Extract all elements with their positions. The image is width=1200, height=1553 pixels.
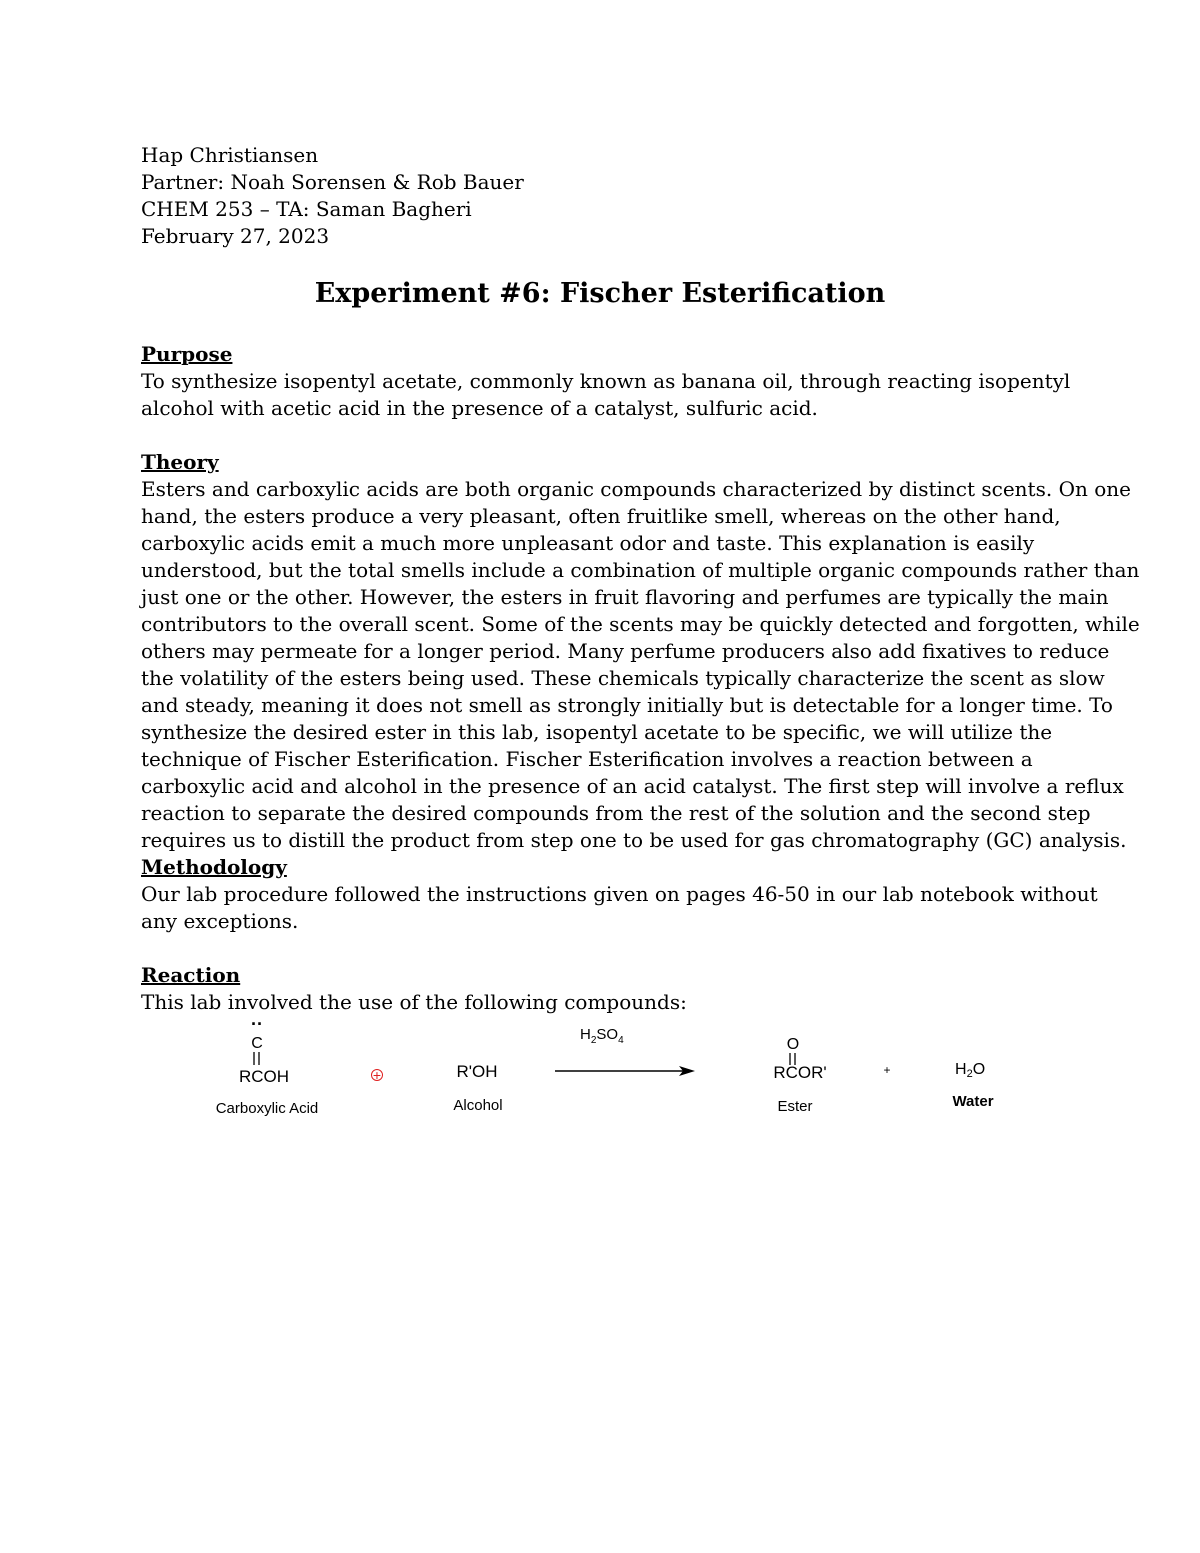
date-line: February 27, 2023 [141,224,330,248]
theory-line: the volatility of the esters being used. These chemicals typically characterize the scent as slow [141,666,1105,690]
plus-sign-1: + [372,1067,382,1083]
methodology-section [141,854,1098,935]
theory-line: synthesize the desired ester in this lab, isopentyl acetate to be specific, we will utilize the [141,720,1053,744]
methodology-line: Our lab procedure followed the instructions given on pages 46-50 in our lab notebook without [141,882,1098,906]
purpose-heading: Purpose [141,342,233,366]
theory-line: carboxylic acid and alcohol in the presence of an acid catalyst. The first step will involve a reflux [141,774,1124,798]
water-o: O [972,1061,986,1078]
document-title: Experiment #6: Fischer Esterification [314,278,886,309]
water-label: Water [952,1093,994,1110]
purpose-section [141,341,1071,422]
theory-section [141,449,1140,854]
reaction-section [141,962,1071,1016]
theory-line: reaction to separate the desired compounds from the rest of the solution and the second step [141,801,1091,825]
theory-line: Esters and carboxylic acids are both organic compounds characterized by distinct scents. On one [141,477,1131,501]
water-h: H [955,1061,967,1078]
catalyst-subscript-2: 2 [590,1035,597,1046]
reaction-diagram [150,1014,1050,1122]
acid-formula: RCOH [238,1067,290,1086]
header-block [141,142,524,250]
theory-line: understood, but the total smells include a combination of multiple organic compounds rather than [141,558,1140,582]
acid-label: Carboxylic Acid [215,1100,319,1117]
purpose-line: alcohol with acetic acid in the presence of a catalyst, sulfuric acid. [141,396,818,420]
acid-carbon-atom: C [251,1035,263,1052]
theory-line: contributors to the overall scent. Some of the scents may be quickly detected and forgotten, while [141,612,1140,636]
plus-sign-2: + [883,1063,891,1077]
water-formula [955,1061,985,1080]
ester-oxygen-atom: O [786,1036,800,1053]
catalyst-subscript-4: 4 [618,1035,624,1046]
ester-label: Ester [777,1098,813,1115]
catalyst-h: H [580,1026,591,1043]
theory-heading: Theory [141,450,219,474]
reaction-heading: Reaction [141,963,241,987]
reaction-scheme [150,1014,1050,1122]
author-name: Hap Christiansen [141,143,319,167]
catalyst-so: SO [596,1026,619,1043]
alcohol-formula: R'OH [456,1062,498,1081]
theory-line: others may permeate for a longer period. Many perfume producers also add fixatives to reduce [141,639,1110,663]
theory-line: just one or the other. However, the esters in fruit flavoring and perfumes are typically the main [141,585,1109,609]
theory-line: requires us to distill the product from step one to be used for gas chromatography (GC) analysis. [141,828,1127,852]
theory-line: hand, the esters produce a very pleasant, often fruitlike smell, whereas on the other hand, [141,504,1061,528]
theory-line: and steady, meaning it does not smell as strongly initially but is detectable for a longer time. To [141,693,1113,717]
reaction-intro: This lab involved the use of the following compounds: [141,990,687,1014]
purpose-line: To synthesize isopentyl acetate, commonly known as banana oil, through reacting isopentyl [141,369,1071,393]
water-subscript-2: 2 [966,1068,973,1080]
theory-line: technique of Fischer Esterification. Fischer Esterification involves a reaction between a [141,747,1033,771]
theory-line: carboxylic acids emit a much more unpleasant odor and taste. This explanation is easily [141,531,1035,555]
methodology-heading: Methodology [141,855,287,879]
methodology-line: any exceptions. [141,909,299,933]
ester-formula: RCOR' [773,1063,827,1082]
partner-line: Partner: Noah Sorensen & Rob Bauer [141,170,524,194]
alcohol-label: Alcohol [453,1097,503,1114]
catalyst-formula [580,1026,624,1046]
course-line: CHEM 253 – TA: Saman Bagheri [141,197,472,221]
acid-lone-pair-dots: ·· [251,1014,263,1034]
